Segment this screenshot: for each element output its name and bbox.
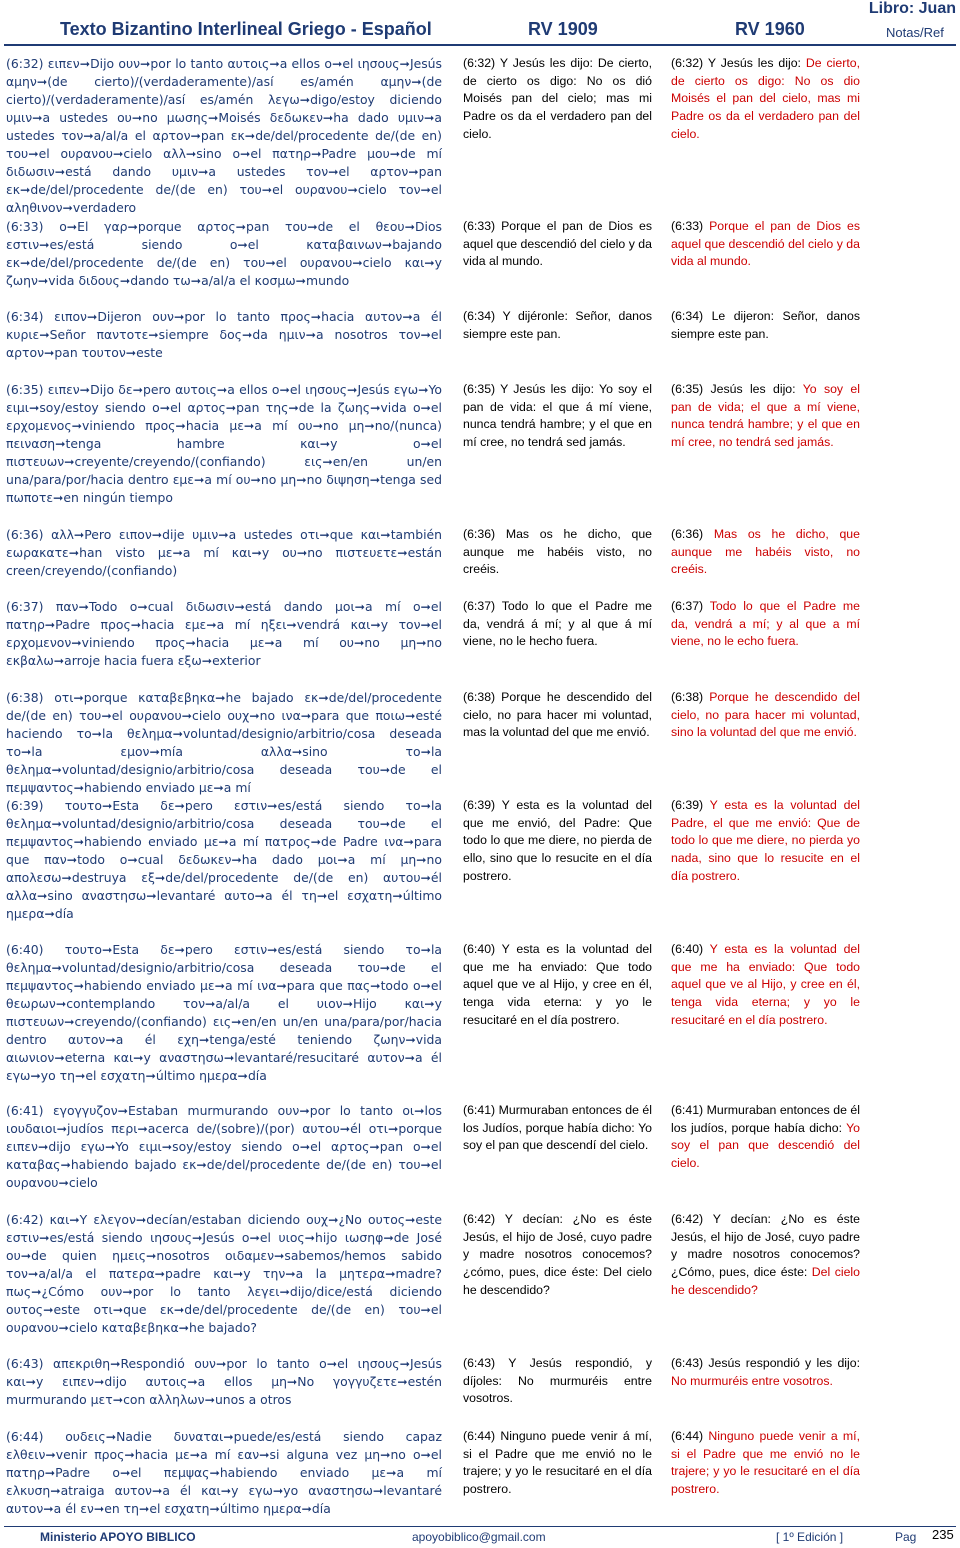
rv1960-narration: (6:42) Y decían: ¿No es éste Jesús, el hijo de José, cuyo padre y madre nosotros conocemos? ¿Cómo, pues, dice éste:	[671, 1212, 860, 1280]
rv1909-text: (6:43) Y Jesús respondió, y díjoles: No murmuréis entre vosotros.	[463, 1356, 652, 1406]
rv1909-text: (6:32) Y Jesús les dijo: De cierto, de cierto os digo: No os dió Moisés pan del cielo; mas mi Padre os da el verdadero pan del cielo.	[463, 56, 652, 141]
interlinear-text: (6:33) ο➞El γαρ➞porque αρτος➞pan του➞de el θεου➞Dios εστιν➞es/está siendo ο➞el καταβαινων➞bajando εκ➞de/del/procedente de/(de en) του➞el ουρανου➞cielo και➞y ζωην➞vida διδους➞dando τω➞a/al/a el κοσμω➞mundo	[6, 219, 442, 288]
rv1960-narration: (6:44)	[671, 1429, 709, 1443]
rv1909-text: (6:33) Porque el pan de Dios es aquel que descendió del cielo y da vida al mundo.	[463, 219, 652, 269]
rv1960-words-of-jesus: Ninguno puede venir a mí, si el Padre que me envió no le trajere; y yo le resucitaré en el día postrero.	[671, 1429, 860, 1497]
rv1960-narration: (6:39)	[671, 798, 710, 812]
rv1960-narration: (6:43) Jesús respondió y les dijo:	[671, 1356, 860, 1370]
interlinear-text: (6:36) αλλ➞Pero ειπον➞dije υμιν➞a ustedes οτι➞que και➞también εωρακατε➞han visto με➞a mí και➞y ου➞no πιστευετε➞están creen/creyendo/(confiando)	[6, 527, 442, 578]
rv1960-narration: (6:32) Y Jesús les dijo:	[671, 56, 806, 70]
rv1960-words-of-jesus: Yo soy el pan que descendió del cielo.	[671, 1120, 860, 1171]
rv1960-text	[671, 1355, 860, 1390]
interlinear-text: (6:41) εγογγυζον➞Estaban murmurando ουν➞por lo tanto οι➞los ιουδαιοι➞judíos περι➞acerca de/(sobre)/(por) αυτου➞él οτι➞porque ειπεν➞dijo εγω➞Yo ειμι➞soy/estoy siendo ο➞el αρτος➞pan ο➞el καταβας➞habiendo bajado εκ➞de/del/procedente de/(de en) του➞el ουρανου➞cielo	[6, 1103, 442, 1190]
interlinear-text: (6:43) απεκριθη➞Respondió ουν➞por lo tanto ο➞el ιησους➞Jesús και➞y ειπεν➞dijo αυτοις➞a ellos μη➞No γογγυζετε➞estén murmurando μετ➞con αλληλων➞unos a otros	[6, 1356, 442, 1407]
rv1960-narration: (6:36)	[671, 527, 714, 541]
rv1960-text	[671, 381, 860, 452]
rv1960-text	[671, 526, 860, 579]
interlinear-text: (6:32) ειπεν➞Dijo ουν➞por lo tanto αυτοις➞a ellos ο➞el ιησους➞Jesús αμην➞(de cierto)/(verdaderamente)/así es/amén αμην➞(de cierto)/(verdaderamente)/así es/amén λεγω➞digo/estoy diciendo υμιν➞a ustedes ου➞no μωσης➞Moisés δεδωκεν➞ha dado υμιν➞a ustedes τον➞a/al/a el αρτον➞pan εκ➞de/del/procedente de/(de en) του➞el ουρανου➞cielo αλλ➞sino ο➞el πατηρ➞Padre μου➞de mí διδωσιν➞está dando υμιν➞a ustedes τον➞el αρτον➞pan εκ➞de/del/procedente de/(de en) του➞el ουρανου➞cielo τον➞el αληθινον➞verdadero	[6, 56, 442, 215]
rv1960-narration: (6:38)	[671, 690, 710, 704]
header-rv1960: RV 1960	[735, 19, 805, 39]
rv1909-text: (6:41) Murmuraban entonces de él los Judíos, porque había dicho: Yo soy el pan que descendí del cielo.	[463, 1103, 652, 1153]
rv1960-text	[671, 1211, 860, 1300]
rv1909-text: (6:42) Y decían: ¿No es éste Jesús, el hijo de José, cuyo padre y madre nosotros conocemos? ¿cómo, pues, dice éste: Del cielo he descendido?	[463, 1212, 652, 1297]
footer-email[interactable]: apoyobiblico@gmail.com	[412, 1530, 546, 1544]
rv1960-narration: (6:35) Jesús les dijo:	[671, 382, 803, 396]
rv1960-words-of-jesus: Y esta es la voluntad del que me ha enviado: Que todo aquel que ve al Hijo, y cree en él, tenga vida eterna; y yo le resucitaré en el día postrero.	[671, 942, 860, 1027]
rv1909-text: (6:36) Mas os he dicho, que aunque me habéis visto, no creéis.	[463, 527, 652, 577]
rv1960-narration: (6:34) Le dijeron: Señor, danos siempre este pan.	[671, 309, 860, 341]
rv1960-words-of-jesus: Y esta es la voluntad del Padre, el que me envió: Que de todo lo que me diere, no pierda yo nada, sino que lo resucite en el día postrero.	[671, 798, 860, 883]
rv1909-text: (6:37) Todo lo que el Padre me da, vendrá á mí; y al que á mí viene, no le hecho fuera.	[463, 599, 652, 649]
page-header	[0, 0, 960, 46]
header-rule	[4, 44, 956, 46]
rv1960-words-of-jesus: Mas os he dicho, que aunque me habéis visto, no creéis.	[671, 527, 860, 577]
rv1960-words-of-jesus: No murmuréis entre vosotros.	[671, 1373, 833, 1388]
rv1960-narration: (6:33)	[671, 219, 710, 233]
interlinear-text: (6:38) οτι➞porque καταβεβηκα➞he bajado εκ➞de/del/procedente de/(de en) του➞el ουρανου➞cielo ουχ➞no ινα➞para que ποιω➞esté haciendo το➞la θελημα➞voluntad/designio/arbitrio/cosa deseada το➞la εμον➞mía αλλα➞sino το➞la θελημα➞voluntad/designio/arbitrio/cosa deseada του➞de el πεμψαντος➞habiendo enviado με➞a mí	[6, 690, 442, 795]
page-footer	[0, 1524, 960, 1548]
rv1960-text	[671, 1428, 860, 1499]
rv1960-text	[671, 941, 860, 1030]
rv1960-text	[671, 55, 860, 144]
interlinear-text: (6:40) τουτο➞Esta δε➞pero εστιν➞es/está siendo το➞la θελημα➞voluntad/designio/arbitrio/cosa deseada του➞de el πεμψαντος➞habiendo enviado με➞a mí ινα➞para que πας➞todo ο➞el θεωρων➞contemplando τον➞a/al/a el υιον➞Hijo και➞y πιστευων➞creyendo/(confiando) εις➞en/en un/en una/para/por/hacia dentro αυτον➞a él εχη➞tenga/esté teniendo ζωην➞vida αιωνιον➞eterna και➞y αναστησω➞levantaré/resucitaré αυτον➞a él εγω➞yo τη➞el εσχατη➞último ημερα➞día	[6, 942, 442, 1083]
footer-rule	[4, 1526, 956, 1527]
interlinear-text: (6:42) και➞Y ελεγον➞decían/estaban diciendo ουχ➞¿No ουτος➞este εστιν➞es/está siendo ιησους➞Jesús ο➞el υιος➞hijo ιωσηφ➞de José ου➞de quien ημεις➞nosotros οιδαμεν➞sabemos/hemos sabido τον➞a/al/a el πατερα➞padre και➞y την➞a la μητερα➞madre? πως➞¿Cómo ουν➞por lo tanto λεγει➞dijo/dice/está diciendo ουτος➞este οτι➞que εκ➞de/del/procedente de/(de en) του➞el ουρανου➞cielo καταβεβηκα➞he bajado?	[6, 1212, 442, 1335]
interlinear-text: (6:44) ουδεις➞Nadie δυναται➞puede/es/está siendo capaz ελθειν➞venir προς➞hacia με➞a mí εαν➞si alguna vez μη➞no ο➞el πατηρ➞Padre ο➞el πεμψας➞habiendo enviado με➞a mí ελκυση➞atraiga αυτον➞a él και➞y εγω➞yo αναστησω➞levantaré αυτον➞a él εν➞en τη➞el εσχατη➞último ημερα➞día	[6, 1429, 442, 1516]
header-rv1909: RV 1909	[528, 19, 598, 39]
header-notas: Notas/Ref	[886, 25, 944, 40]
rv1960-words-of-jesus: Porque el pan de Dios es aquel que descendió del cielo y da vida al mundo.	[671, 219, 860, 269]
rv1960-words-of-jesus: Del cielo he descendido?	[671, 1265, 860, 1297]
rv1960-narration: (6:37)	[671, 599, 710, 613]
rv1960-narration: (6:41) Murmuraban entonces de él los judíos, porque había dicho:	[671, 1103, 860, 1135]
rv1960-text	[671, 218, 860, 271]
rv1960-text	[671, 1102, 860, 1173]
footer-page-number: 235	[932, 1527, 954, 1542]
rv1960-words-of-jesus: Porque he descendido del cielo, no para hacer mi voluntad, sino la voluntad del que me envió.	[671, 690, 860, 740]
footer-ministry: Ministerio APOYO BIBLICO	[40, 1530, 196, 1544]
rv1909-text: (6:35) Y Jesús les dijo: Yo soy el pan de vida: el que á mí viene, nunca tendrá hambre; y el que en mí cree, no tendrá sed jamás.	[463, 382, 652, 450]
rv1960-text	[671, 308, 860, 343]
interlinear-text: (6:37) παν➞Todo ο➞cual διδωσιν➞está dando μοι➞a mí ο➞el πατηρ➞Padre προς➞hacia εμε➞a mí ηξει➞vendrá και➞y τον➞el ερχομενον➞viniendo προς➞hacia με➞a mí ου➞no μη➞no εκβαλω➞arroje hacia fuera εξω➞exterior	[6, 599, 442, 668]
rv1909-text: (6:40) Y esta es la voluntad del que me ha enviado: Que todo aquel que ve al Hijo, y cree en él, tenga vida eterna: y yo le resucitaré en el día postrero.	[463, 942, 652, 1027]
rv1960-words-of-jesus: Yo soy el pan de vida; el que a mí viene, nunca tendrá hambre; y el que en mí cree, no tendrá sed jamás.	[671, 382, 860, 450]
footer-page-label: Pag	[895, 1530, 917, 1544]
header-libro: Libro: Juan	[868, 0, 956, 17]
rv1909-text: (6:34) Y dijéronle: Señor, danos siempre este pan.	[463, 309, 652, 341]
rv1960-text	[671, 797, 860, 886]
rv1960-narration: (6:40)	[671, 942, 710, 956]
rv1909-text: (6:44) Ninguno puede venir á mí, si el Padre que me envió no le trajere; y yo le resucitaré en el día postrero.	[463, 1429, 652, 1497]
interlinear-text: (6:34) ειπον➞Dijeron ουν➞por lo tanto προς➞hacia αυτον➞a él κυριε➞Señor παντοτε➞siempre δος➞da ημιν➞a nosotros τον➞el αρτον➞pan τουτον➞este	[6, 309, 442, 360]
rv1960-words-of-jesus: De cierto, de cierto os digo: No os dio Moisés el pan del cielo, mas mi Padre os da el verdadero pan del cielo.	[671, 56, 860, 141]
header-title: Texto Bizantino Interlineal Griego - Español	[60, 19, 432, 39]
rv1960-words-of-jesus: Todo lo que el Padre me da, vendrá a mí; y al que a mí viene, no le echo fuera.	[671, 599, 860, 649]
rv1960-text	[671, 689, 860, 742]
rv1960-text	[671, 598, 860, 651]
interlinear-text: (6:39) τουτο➞Esta δε➞pero εστιν➞es/está siendo το➞la θελημα➞voluntad/designio/arbitrio/cosa deseada του➞de el πεμψαντος➞habiendo enviado με➞a mí πατρος➞de Padre ινα➞para que παν➞todo ο➞cual δεδωκεν➞ha dado μοι➞a mí μη➞no απολεσω➞destruya εξ➞de/del/procedente de/(de en) αυτου➞él αλλα➞sino αναστησω➞levantaré αυτο➞a él τη➞el εσχατη➞último ημερα➞día	[6, 798, 442, 921]
rv1909-text: (6:39) Y esta es la voluntad del que me envió, del Padre: Que todo lo que me diere, no pierda de ello, sino que lo resucite en el día postrero.	[463, 798, 652, 883]
rv1909-text: (6:38) Porque he descendido del cielo, no para hacer mi voluntad, mas la voluntad del que me envió.	[463, 690, 652, 740]
interlinear-text: (6:35) ειπεν➞Dijo δε➞pero αυτοις➞a ellos ο➞el ιησους➞Jesús εγω➞Yo ειμι➞soy/estoy siendo ο➞el αρτος➞pan της➞de la ζωης➞vida ο➞el ερχομενος➞viniendo προς➞hacia με➞a mí ου➞no μη➞no/(nunca) πειναση➞tenga hambre και➞y ο➞el πιστευων➞creyente/creyendo/(confiando) εις➞en/en un/en una/para/por/hacia dentro εμε➞a mí ου➞no μη➞no διψηση➞tenga sed πωποτε➞en ningún tiempo	[6, 382, 442, 505]
footer-edition: [ 1º Edición ]	[776, 1530, 844, 1544]
